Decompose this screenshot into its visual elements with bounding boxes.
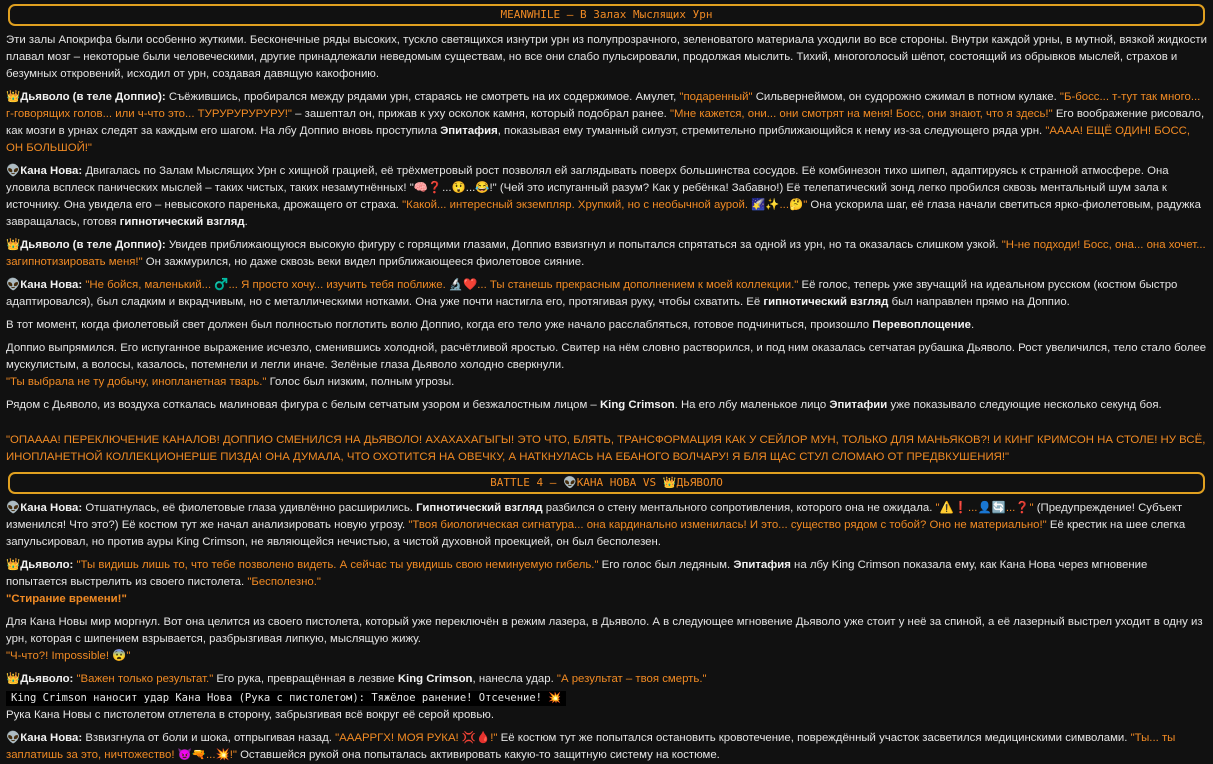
speaker-name: Кана Нова: (20, 502, 83, 514)
crown-icon: 👑 (6, 673, 21, 685)
alien-icon: 👽 (6, 732, 21, 744)
speaker-name: Дьяволо (в теле Доппио): (20, 91, 166, 103)
narration-paragraph: Рука Кана Новы с пистолетом отлетела в сторону, забрызгивая всё вокруг её серой кровью. (6, 709, 494, 721)
narration-paragraph: Доппио выпрямился. Его испуганное выражение исчезло, сменившись холодной, расчётливой яростью. Свитер на нём словно растворился, и под ним оказалась сетчатая рубашка Дьяволо. Рост увеличился, тело стало более мускулистым, а волосы, казалось, потемнели и легли иначе. Зелёные глаза Дьяволо холодно сверкнули. "Ты выбрала не ту добычу, инопланетная тварь." Голос был низким, полным угрозы. (6, 342, 1207, 388)
speaker-name: Дьяволо (в теле Доппио): (20, 239, 166, 251)
commentary-paragraph: "ОПАААА! ПЕРЕКЛЮЧЕНИЕ КАНАЛОВ! ДОППИО СМЕНИЛСЯ НА ДЬЯВОЛО! АХАХАХАГЫГЫ! ЭТО ЧТО, БЛЯТЬ, ТРАНСФОРМАЦИЯ КАК У СЕЙЛОР МУН, ТОЛЬКО ДЛЯ МАНЬЯКОВ?! И КИНГ КРИМСОН НА СТОЛЕ! НУ ВСЁ, ИНОПЛАНЕТНОЙ КОЛЛЕКЦИОНЕРШЕ ПИЗДА! ОНА ДУМАЛА, ЧТО ОХОТИТСЯ НА ОВЕЧКУ, А НАТКНУЛАСЬ НА ЕБАНОГО ВОЛЧАРУ! Я БЛЯ ЩАС СТУЛ СЛОМАЮ ОТ ПРЕДВКУШЕНИЯ!" (6, 434, 1206, 463)
speaker-name: Кана Нова: (20, 165, 83, 177)
scene-banner: MEANWHILE – В Залах Мыслящих Урн (8, 4, 1205, 26)
speaker-name: Дьяволо: (20, 673, 74, 685)
kana-turn-2: 👽Кана Нова: "Не бойся, маленький... ♂️... Я просто хочу... изучить тебя поближе. 🔬❤️... Ты станешь прекрасным дополнением к моей коллекции." Её голос, теперь уже звучащий на идеальном русском (костюм быстро адаптировался), был сладким и вкрадчивым, но с металлическими нотками. Она уже почти настигла его, протягивая руку, чтобы схватить. Её гипнотический взгляд был направлен прямо на Доппио. (6, 279, 1178, 308)
kana-turn-3: 👽Кана Нова: Отшатнулась, её фиолетовые глаза удивлённо расширились. Гипнотический взгляд разбился о стену ментального сопротивления, которого она не ожидала. "⚠️❗...👤🔄...❓" (Предупреждение! Субъект изменился! Что это?) Её костюм тут же начал анализировать новую угрозу. "Твоя биологическая сигнатура... она кардинально изменилась! И это... существо рядом с тобой? Оно не материально!" Её крестик на шее слегка запульсировал, но против ауры King Crimson, не являющейся нечистью, а чистой духовной проекцией, он был бесполезен. (6, 502, 1186, 548)
kana-turn-4: 👽Кана Нова: Взвизгнула от боли и шока, отпрыгивая назад. "АААРРГХ! МОЯ РУКА! 💢🩸!" Её костюм тут же попытался остановить кровотечение, повреждённый участок засветился медицинскими символами. "Ты... ты заплатишь за это, ничтожество! 😈🔫...💥!" Оставшейся рукой она попыталась активировать какую-то защитную систему на костюме. (6, 732, 1176, 761)
doppio-turn-1: 👑Дьяволо (в теле Доппио): Съёжившись, пробирался между рядами урн, стараясь не смотреть на их содержимое. Амулет, "подаренный" Сильвернеймом, он судорожно сжимал в потном кулаке. "Б-босс... т-тут так много... г-говорящих голов... или ч-что это... ТУРУРУРУРУРУ!" – зашептал он, прижав к уху осколок камня, который подобрал ранее. "Мне кажется, они... они смотрят на меня! Босс, они знают, что я здесь!" Его воображение рисовало, как мозги в урнах следят за каждым его шагом. На лбу Доппио вновь проступила Эпитафия, показывая ему туманный силуэт, стремительно приближающийся к нему из-за следующего ряда урн. "АААА! ЕЩЁ ОДИН! БОСС, ОН БОЛЬШОЙ!" (6, 91, 1205, 154)
kana-turn-1: 👽Кана Нова: Двигалась по Залам Мыслящих Урн с хищной грацией, её трёхметровый рост позволял ей заглядывать поверх большинства сосудов. Её комбинезон тихо шипел, адаптируясь к странной атмосфере. Она уловила всплеск панических мыслей – таких чистых, таких незамутнённых! "🧠❓...😲...😂!" (Чей это испуганный разум? Как у ребёнка! Забавно!) Её телепатический зонд легко пробился сквозь ментальный шум зала к источнику. Она увидела его – невысокого паренька, дрожащего от страха. "Какой... интересный экземпляр. Хрупкий, но с необычной аурой. 🌠✨...🤔" Она ускорила шаг, её глаза начали светиться ярко-фиолетовым, радужка завращалась, готовя гипнотический взгляд. (6, 165, 1201, 228)
crown-icon: 👑 (6, 239, 21, 251)
diavolo-turn-2: 👑Дьяволо: "Важен только результат." Его рука, превращённая в лезвие King Crimson, нанесла удар. "А результат – твоя смерть." (6, 673, 707, 685)
narration-paragraph: В тот момент, когда фиолетовый свет должен был полностью поглотить волю Доппио, когда его тело уже начало расслабляться, готовое подчиниться, произошло Перевоплощение. (6, 319, 975, 331)
alien-icon: 👽 (6, 502, 21, 514)
combat-log-code: King Crimson наносит удар Кана Нова (Рука с пистолетом): Тяжёлое ранение! Отсечение! 💥 (6, 691, 566, 706)
speaker-name: Кана Нова: (20, 732, 83, 744)
crown-icon: 👑 (662, 476, 677, 489)
crown-icon: 👑 (6, 559, 21, 571)
alien-icon: 👽 (6, 279, 21, 291)
speaker-name: Дьяволо: (20, 559, 74, 571)
narration-paragraph: Эти залы Апокрифа были особенно жуткими. Бесконечные ряды высоких, тускло светящихся изнутри урн из полупрозрачного, зеленоватого материала уходили во все стороны. Внутри каждой урны, в мутной, вязкой жидкости плавал мозг – некоторые были человеческими, другие принадлежали неведомым существам, но все они слабо пульсировали, продолжая мыслить. Тихий, многоголосый шёпот, состоящий из обрывков мыслей, страхов и безумных откровений, исходил от урн, создавая давящую какофонию. (6, 34, 1208, 80)
battle-banner: BATTLE 4 – 👽КАНА НОВА VS 👑ДЬЯВОЛО (8, 472, 1205, 494)
diavolo-turn-1: 👑Дьяволо: "Ты видишь лишь то, что тебе позволено видеть. А сейчас ты увидишь свою неминуемую гибель." Его голос был ледяным. Эпитафия на лбу King Crimson показала ему, как Кана Нова через мгновение попытается выстрелить из своего пистолета. "Бесполезно." "Стирание времени!" (6, 559, 1148, 605)
alien-icon: 👽 (6, 165, 21, 177)
narration-paragraph: Для Кана Новы мир моргнул. Вот она целится из своего пистолета, который уже переключён в режим лазера, в Дьяволо. А в следующее мгновение Дьяволо уже стоит у неё за спиной, а её лазерный выстрел уходит в одну из урн, которая с шипением взрывается, разбрызгивая липкую, мыслящую жижу. "Ч-что?! Impossible! 😨" (6, 616, 1203, 662)
doppio-turn-2: 👑Дьяволо (в теле Доппио): Увидев приближающуюся высокую фигуру с горящими глазами, Доппио взвизгнул и попытался спрятаться за одной из урн, но та оказалась слишком узкой. "Н-не подходи! Босс, она... она хочет... загипнотизировать меня!" Он зажмурился, но даже сквозь веки видел приближающееся фиолетовое сияние. (6, 239, 1206, 268)
speaker-name: Кана Нова: (20, 279, 83, 291)
narration-paragraph: Рядом с Дьяволо, из воздуха соткалась малиновая фигура с белым сетчатым узором и безжалостным лицом – King Crimson. На его лбу маленькое лицо Эпитафии уже показывало следующие несколько секунд боя. (6, 399, 1162, 411)
crown-icon: 👑 (6, 91, 21, 103)
alien-icon: 👽 (562, 476, 577, 489)
